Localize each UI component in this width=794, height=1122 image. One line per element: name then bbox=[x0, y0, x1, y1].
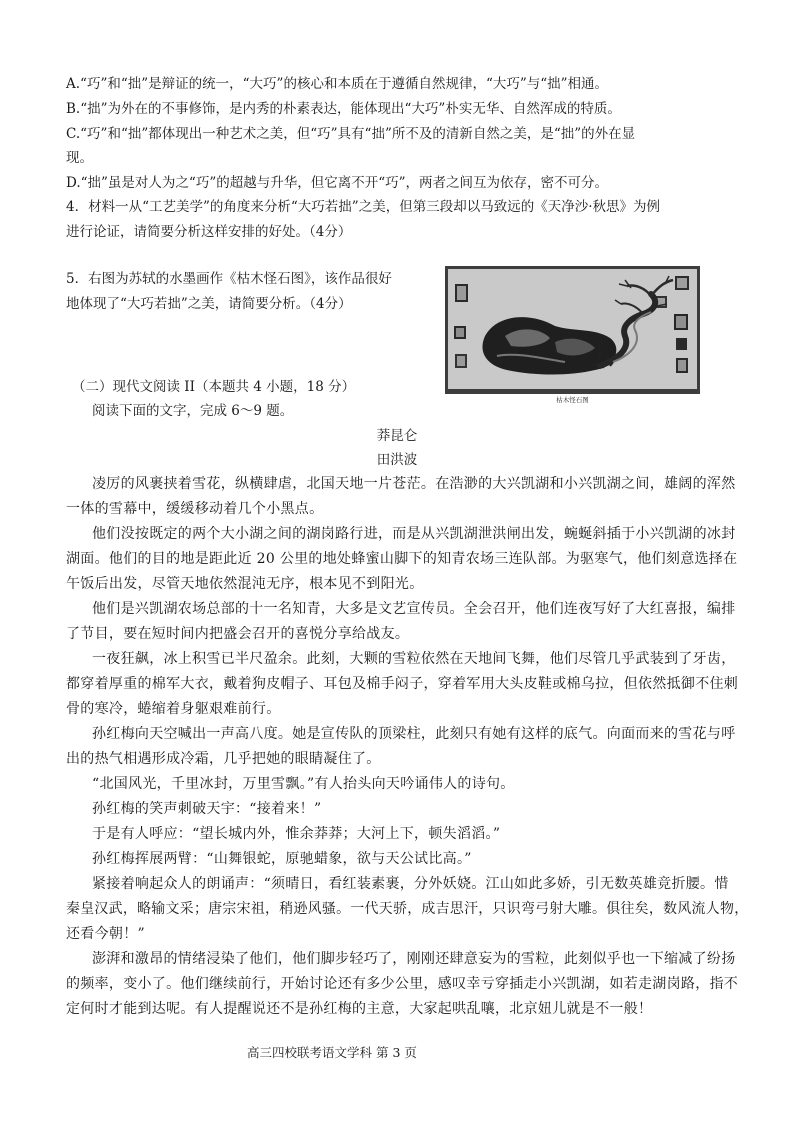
article-line: 的频率，变小了。他们继续前行，开始讨论还有多少公里，感叹幸亏穿插走小兴凯湖，如若走湖岗路，指不 bbox=[66, 976, 739, 992]
section-instruction: 阅读下面的文字，完成 6～9 题。 bbox=[92, 403, 294, 419]
option-a: A.“巧”和“拙”是辩证的统一，“大巧”的核心和本质在于遵循自然规律，“大巧”与“拙”相通。 bbox=[66, 76, 609, 92]
article-line: 孙红梅挥展两臂：“山舞银蛇，原驰蜡象，欲与天公试比高。” bbox=[92, 851, 472, 867]
painting-caption: 枯木怪石图 bbox=[556, 396, 589, 404]
question-4-line1: 4．材料一从“工艺美学”的角度来分析“大巧若拙”之美，但第三段却以马致远的《天净沙·秋思》为例 bbox=[66, 199, 660, 215]
article-title: 莽昆仑 bbox=[376, 428, 418, 444]
section-heading: （二）现代文阅读 II（本题共 4 小题，18 分） bbox=[72, 379, 356, 395]
painting-figure bbox=[445, 266, 700, 405]
article-line: 紧接着响起众人的朗诵声：“须晴日，看红装素裹，分外妖娆。江山如此多娇，引无数英雄竞折腰。惜 bbox=[92, 876, 729, 892]
article-line: 他们没按既定的两个大小湖之间的湖岗路行进，而是从兴凯湖泄洪闸出发，蜿蜒斜插于小兴凯湖的冰封 bbox=[92, 526, 736, 542]
article-line: 秦皇汉武，略输文采；唐宗宋祖，稍逊风骚。一代天骄，成吉思汗，只识弯弓射大雕。俱往矣，数风流人物， bbox=[66, 901, 749, 917]
article-line: 出的热气相遇形成冷霜，几乎把她的眼睛凝住了。 bbox=[66, 751, 381, 767]
page-footer: 高三四校联考语文学科 第 3 页 bbox=[247, 1045, 417, 1060]
article-line: 孙红梅向天空喊出一声高八度。她是宣传队的顶梁柱，此刻只有她有这样的底气。向面而来的雪花与呼 bbox=[92, 726, 736, 742]
option-c-line1: C.“巧”和“拙”都体现出一种艺术之美，但“巧”具有“拙”所不及的清新自然之美，是“拙”的外在显 bbox=[66, 126, 636, 142]
article-author: 田洪波 bbox=[376, 452, 418, 468]
article-line: 都穿着厚重的棉军大衣，戴着狗皮帽子、耳包及棉手闷子，穿着军用大头皮鞋或棉乌拉，但依然抵御不住刺 bbox=[66, 676, 739, 692]
article-line: 骨的寒冷，蜷缩着身躯艰难前行。 bbox=[66, 701, 281, 717]
article-line: 他们是兴凯湖农场总部的十一名知青，大多是文艺宣传员。全会召开，他们连夜写好了大红喜报，编排 bbox=[92, 601, 736, 617]
article-line: 于是有人呼应：“望长城内外，惟余莽莽；大河上下，顿失滔滔。” bbox=[92, 826, 501, 842]
article-line: 澎湃和激昂的情绪浸染了他们，他们脚步轻巧了，刚刚还肆意妄为的雪粒，此刻似乎也一下缩减了纷扬 bbox=[92, 951, 736, 967]
article-line: 一夜狂飙，冰上积雪已半尺盈余。此刻，大颗的雪粒依然在天地间飞舞，他们尽管几乎武装到了牙齿， bbox=[92, 651, 736, 667]
article-line: 凌厉的风裹挟着雪花，纵横肆虐，北国天地一片苍茫。在浩渺的大兴凯湖和小兴凯湖之间，雄阔的浑然 bbox=[92, 476, 736, 492]
option-c-line2: 现。 bbox=[66, 150, 93, 166]
question-4-line2: 进行论证，请简要分析这样安排的好处。（4分） bbox=[66, 224, 352, 240]
article-line: “北国风光，千里冰封，万里雪飘。”有人抬头向天吟诵伟人的诗句。 bbox=[92, 776, 515, 792]
option-d: D.“拙”虽是对人为之“巧”的超越与升华，但它离不开“巧”，两者之间互为依存，密不可分。 bbox=[66, 175, 609, 191]
option-b: B.“拙”为外在的不事修饰，是内秀的朴素表达，能体现出“大巧”朴实无华、自然浑成的特质。 bbox=[66, 101, 621, 117]
article-line: 定何时才能到达呢。有人提醒说还不是孙红梅的主意，大家起哄乱嚷，北京妞儿就是不一般！ bbox=[66, 1001, 653, 1017]
article-line: 一体的雪幕中，缓缓移动着几个小黑点。 bbox=[66, 501, 324, 517]
article-line: 了节目，要在短时间内把盛会召开的喜悦分享给战友。 bbox=[66, 626, 410, 642]
article-line: 还看今朝！” bbox=[66, 926, 145, 942]
article-line: 孙红梅的笑声刺破天宇：“接着来！” bbox=[92, 801, 322, 817]
article-line: 午饭后出发，尽管天地依然混沌无序，根本见不到阳光。 bbox=[66, 576, 424, 592]
question-5-line1: 5．右图为苏轼的水墨画作《枯木怪石图》，该作品很好 bbox=[66, 271, 392, 287]
article-line: 湖面。他们的目的地是距此近 20 公里的地处蜂蜜山脚下的知青农场三连队部。为驱寒气，他们刻意选择在 bbox=[66, 551, 738, 567]
painting-image bbox=[445, 266, 700, 394]
question-5-line2: 地体现了“大巧若拙”之美，请简要分析。（4分） bbox=[66, 296, 352, 312]
